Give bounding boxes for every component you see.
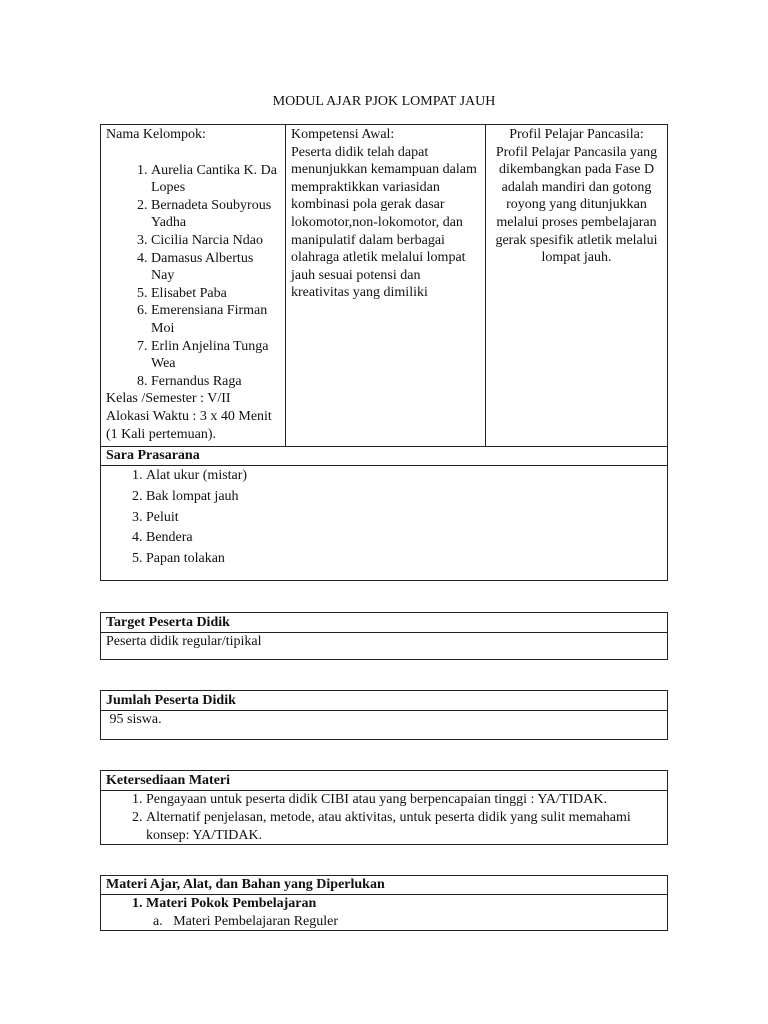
target-body-row <box>101 633 667 651</box>
list-item: 5. Papan tolakan <box>146 549 667 570</box>
materials-header-row <box>101 876 667 895</box>
list-item: 1. Aurelia Cantika K. Da Lopes <box>151 162 280 197</box>
count-body-row <box>101 711 667 729</box>
list-item: 7. Erlin Anjelina Tunga Wea <box>151 338 280 373</box>
list-item: 8. Fernandus Raga <box>151 373 280 391</box>
facilities-header: Sara Prasarana <box>106 448 200 463</box>
list-item: 6. Emerensiana Firman Moi <box>151 302 280 337</box>
availability-body-row <box>101 791 667 844</box>
availability-header-row <box>101 771 667 791</box>
identity-row <box>101 125 667 447</box>
availability-header: Ketersediaan Materi <box>106 773 231 788</box>
group-label: Nama Kelompok: <box>106 127 206 142</box>
member-list <box>106 162 280 391</box>
materials-body-row <box>101 895 667 931</box>
materials-table <box>100 875 668 931</box>
list-item: 2. Bernadeta Soubyrous Yadha <box>151 197 280 232</box>
list-item: 1. Pengayaan untuk peserta didik CIBI atau yang berpencapaian tinggi : YA/TIDAK. <box>146 791 667 809</box>
student-count-table <box>100 690 668 740</box>
list-item: 4. Bendera <box>146 528 667 549</box>
sub-item-marker: a. <box>153 913 174 929</box>
list-item: 4. Damasus Albertus Nay <box>151 250 280 285</box>
competence-text: Peserta didik telah dapat menunjukkan kemampuan dalam mempraktikkan variasidan kombinasi pola gerak dasar lokomotor,non-lokomotor, dan manipulatif dalam berbagai olahraga atletik melalui lompat jauh sesuai potensi dan kreativitas yang dimiliki <box>291 144 477 301</box>
facilities-body <box>101 466 667 570</box>
competence-cell <box>286 125 486 446</box>
materials-list <box>101 895 667 913</box>
facilities-header-row <box>101 447 667 466</box>
class-semester: Kelas /Semester : V/II <box>106 391 231 407</box>
list-item: 2. Alternatif penjelasan, metode, atau aktivitas, untuk peserta didik yang sulit memahami konsep: YA/TIDAK. <box>146 809 667 845</box>
list-item: 2. Bak lompat jauh <box>146 487 667 508</box>
list-item: 1. Materi Pokok Pembelajaran <box>146 895 667 913</box>
material-availability-table <box>100 770 668 845</box>
sub-item-text: Materi Pembelajaran Reguler <box>173 913 339 929</box>
list-item: 3. Peluit <box>146 508 667 529</box>
facilities-list <box>101 466 667 570</box>
time-allocation: Alokasi Waktu : 3 x 40 Menit (1 Kali pertemuan). <box>106 408 272 442</box>
availability-list <box>101 791 667 844</box>
list-item: 5. Elisabet Paba <box>151 285 280 303</box>
count-header: Jumlah Peserta Didik <box>106 693 236 708</box>
target-students-table <box>100 612 668 660</box>
competence-label: Kompetensi Awal: <box>291 127 395 142</box>
document-title: MODUL AJAR PJOK LOMPAT JAUH <box>272 94 496 109</box>
identity-table <box>100 124 668 581</box>
profile-text: Profil Pelajar Pancasila yang dikembangkan pada Fase D adalah mandiri dan gotong royong yang ditunjukkan melalui proses pembelajaran gerak spesifik atletik melalui lompat jauh. <box>495 144 658 266</box>
materials-header: Materi Ajar, Alat, dan Bahan yang Diperlukan <box>106 877 385 892</box>
target-header: Target Peserta Didik <box>106 615 230 630</box>
group-cell <box>101 125 286 446</box>
target-text: Peserta didik regular/tipikal <box>106 634 262 649</box>
list-item: 1. Alat ukur (mistar) <box>146 466 667 487</box>
count-header-row <box>101 691 667 711</box>
target-header-row <box>101 613 667 633</box>
materials-sub-item <box>101 913 667 931</box>
profile-label: Profil Pelajar Pancasila: <box>509 127 644 142</box>
list-item: 3. Cicilia Narcia Ndao <box>151 232 280 250</box>
profile-cell <box>486 125 667 446</box>
count-text: 95 siswa. <box>106 712 162 727</box>
